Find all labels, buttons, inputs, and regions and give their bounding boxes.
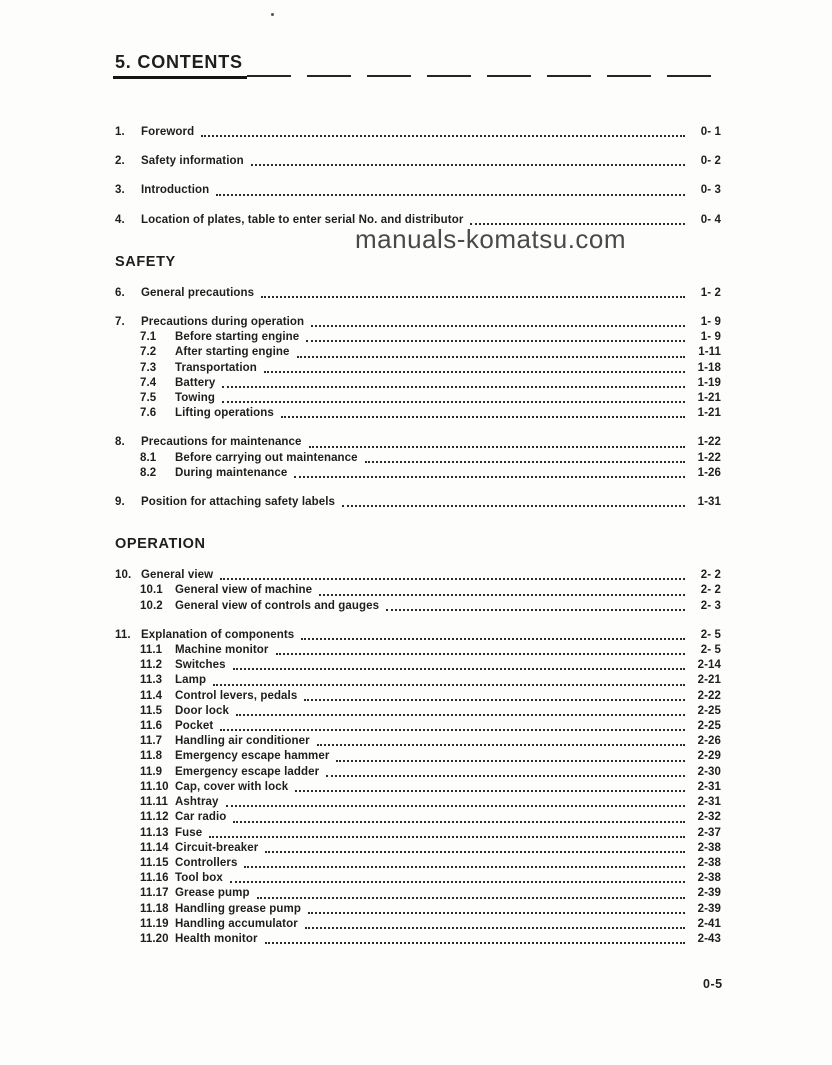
entry-number: 7.3 [140, 361, 157, 374]
toc-subentry [115, 673, 721, 688]
entry-label: Before carrying out maintenance [175, 451, 358, 464]
toc-subentry [115, 917, 721, 932]
entry-page-number: 1-22 [697, 436, 721, 449]
entry-page-number: 2-26 [697, 735, 721, 748]
toc-subentry [115, 856, 721, 871]
toc-subentry [115, 583, 721, 598]
dot-leader [257, 897, 685, 899]
entry-page-number: 2-25 [697, 720, 721, 733]
toc-subentry [115, 391, 721, 406]
dot-leader [265, 851, 685, 853]
entry-label: Position for attaching safety labels [141, 496, 336, 509]
entry-page-number: 2-39 [697, 902, 721, 915]
entry-page-number: 1- 2 [700, 286, 721, 299]
dot-leader [365, 461, 685, 463]
entry-label: Control levers, pedals [175, 689, 298, 702]
scan-artifact-dot [271, 13, 274, 16]
toc-subentry [115, 749, 721, 764]
entry-label: Safety information [141, 155, 244, 168]
dot-leader [305, 927, 685, 929]
toc-subentry [115, 406, 721, 421]
entry-page-number: 2- 5 [700, 628, 721, 641]
entry-page-number: 2-43 [697, 932, 721, 945]
dot-leader [294, 476, 685, 478]
toc-subentry [115, 841, 721, 856]
toc-entry [115, 183, 721, 198]
entry-label: Transportation [175, 361, 257, 374]
toc-entry [115, 435, 721, 450]
entry-label: Ashtray [175, 796, 219, 809]
entry-number: 11.19 [140, 917, 169, 930]
entry-label: Foreword [141, 126, 195, 138]
entry-page-number: 2-38 [697, 872, 721, 885]
entry-label: Pocket [175, 720, 214, 733]
entry-number: 11.3 [140, 674, 163, 687]
toc-subentry [115, 902, 721, 917]
toc-subentry [115, 765, 721, 780]
entry-page-number: 2-30 [697, 765, 721, 778]
entry-page-number: 1-19 [697, 376, 721, 389]
toc-subentry [115, 376, 721, 391]
entry-page-number: 1-21 [697, 392, 721, 405]
entry-label: Lamp [175, 674, 207, 687]
toc-subentry [115, 451, 721, 466]
entry-page-number: 1-22 [697, 451, 721, 464]
entry-label: Location of plates, table to enter serial No. and distributor [141, 213, 464, 226]
watermark-text: manuals-komatsu.com [355, 224, 627, 254]
entry-label: General view of controls and gauges [175, 599, 380, 612]
entry-number: 11. [115, 628, 131, 641]
toc-subentry [115, 466, 721, 481]
entry-page-number: 2-22 [697, 689, 721, 702]
toc-entry [115, 125, 721, 140]
entry-label: Grease pump [175, 887, 250, 900]
entry-number: 8.1 [140, 451, 157, 464]
entry-label: Circuit-breaker [175, 841, 259, 854]
entry-number: 7.4 [140, 376, 157, 389]
entry-page-number: 0- 1 [700, 126, 721, 138]
entry-number: 7. [115, 316, 125, 329]
entry-page-number: 2-39 [697, 887, 721, 900]
entry-label: Battery [175, 376, 216, 389]
contents-title-row [113, 52, 715, 79]
entry-label: Towing [175, 392, 215, 405]
dot-leader [230, 881, 685, 883]
entry-label: During maintenance [175, 466, 288, 479]
dot-leader [276, 653, 685, 655]
dot-leader [301, 638, 685, 640]
entry-page-number: 2- 5 [700, 644, 721, 657]
entry-page-number: 2-31 [697, 780, 721, 793]
entry-page-number: 1-26 [697, 466, 721, 479]
entry-number: 11.5 [140, 704, 163, 717]
dot-leader [295, 790, 685, 792]
entry-label: Tool box [175, 872, 223, 885]
toc-subentry [115, 599, 721, 614]
entry-page-number: 1- 9 [700, 331, 721, 344]
dot-leader [233, 821, 685, 823]
dot-leader [308, 912, 685, 914]
entry-label: Switches [175, 659, 226, 672]
entry-label: Machine monitor [175, 644, 269, 657]
toc-subentry [115, 932, 721, 947]
entry-number: 10. [115, 569, 132, 582]
toc-subentry [115, 689, 721, 704]
entry-number: 11.20 [140, 932, 169, 945]
entry-number: 7.5 [140, 392, 157, 405]
toc-entry [115, 315, 721, 330]
entry-page-number: 1-18 [697, 361, 721, 374]
entry-page-number: 0- 4 [700, 213, 721, 226]
dot-leader [265, 942, 685, 944]
entry-page-number: 2-32 [697, 811, 721, 824]
entry-label: Fuse [175, 826, 203, 839]
entry-label: Handling grease pump [175, 902, 301, 915]
entry-label: After starting engine [175, 346, 290, 359]
entry-number: 11.15 [140, 856, 169, 869]
dot-leader [201, 135, 685, 137]
title-underline-rule [247, 75, 715, 77]
toc-subentry [115, 345, 721, 360]
entry-label: Lifting operations [175, 407, 274, 420]
entry-page-number: 0- 2 [700, 155, 721, 168]
footer-page-number: 0-5 [703, 977, 723, 991]
entry-number: 11.4 [140, 689, 163, 702]
entry-page-number: 0- 3 [700, 184, 721, 197]
entry-label: Precautions during operation [141, 316, 305, 329]
toc-subentry [115, 871, 721, 886]
entry-number: 11.16 [140, 872, 169, 885]
entry-number: 11.13 [140, 826, 169, 839]
entry-number: 9. [115, 496, 125, 509]
section-header: SAFETY [115, 253, 176, 270]
dot-leader [216, 194, 685, 196]
entry-label: Door lock [175, 704, 229, 717]
entry-page-number: 2- 2 [700, 584, 721, 597]
entry-number: 11.17 [140, 887, 169, 900]
entry-page-number: 1-31 [697, 496, 721, 509]
entry-label: General view of machine [175, 584, 313, 597]
toc-subentry [115, 719, 721, 734]
dot-leader [244, 866, 685, 868]
entry-page-number: 2-37 [697, 826, 721, 839]
entry-number: 7.1 [140, 331, 157, 344]
entry-page-number: 1-21 [697, 407, 721, 420]
entry-page-number: 2-38 [697, 856, 721, 869]
dot-leader [311, 325, 685, 327]
entry-page-number: 2-38 [697, 841, 721, 854]
entry-number: 7.6 [140, 407, 157, 420]
dot-leader [220, 729, 685, 731]
entry-number: 3. [115, 184, 125, 197]
toc-subentry [115, 795, 721, 810]
entry-number: 11.11 [140, 796, 169, 809]
dot-leader [317, 744, 685, 746]
entry-page-number: 2- 3 [700, 599, 721, 612]
entry-label: Controllers [175, 856, 238, 869]
toc-subentry [115, 810, 721, 825]
toc-entry [115, 568, 721, 583]
entry-number: 2. [115, 155, 125, 168]
dot-leader [297, 356, 685, 358]
toc-subentry [115, 658, 721, 673]
entry-label: Before starting engine [175, 331, 300, 344]
entry-number: 7.2 [140, 346, 157, 359]
dot-leader [209, 836, 685, 838]
entry-number: 8.2 [140, 466, 157, 479]
dot-leader [213, 684, 685, 686]
entry-number: 11.7 [140, 735, 163, 748]
toc-entry [115, 628, 721, 643]
entry-label: Handling air conditioner [175, 735, 310, 748]
entry-page-number: 2-41 [697, 917, 721, 930]
entry-page-number: 2-29 [697, 750, 721, 763]
toc-subentry [115, 704, 721, 719]
dot-leader [226, 805, 685, 807]
toc-subentry [115, 643, 721, 658]
entry-number: 11.1 [140, 644, 163, 657]
dot-leader [386, 609, 685, 611]
entry-label: Car radio [175, 811, 227, 824]
dot-leader [222, 401, 685, 403]
dot-leader [309, 446, 685, 448]
dot-leader [306, 340, 685, 342]
dot-leader [236, 714, 685, 716]
entry-label: General precautions [141, 286, 255, 299]
entry-number: 4. [115, 213, 125, 226]
dot-leader [319, 594, 685, 596]
entry-number: 11.9 [140, 765, 163, 778]
entry-page-number: 2-21 [697, 674, 721, 687]
dot-leader [342, 505, 685, 507]
entry-number: 11.12 [140, 811, 169, 824]
toc-subentry [115, 361, 721, 376]
dot-leader [281, 416, 685, 418]
entry-number: 1. [115, 126, 125, 138]
entry-page-number: 2-31 [697, 796, 721, 809]
dot-leader [264, 371, 685, 373]
entry-page-number: 1- 9 [700, 316, 721, 329]
dot-leader [326, 775, 685, 777]
dot-leader [261, 296, 685, 298]
entry-label: Cap, cover with lock [175, 780, 289, 793]
entry-label: General view [141, 569, 214, 582]
entry-number: 10.1 [140, 584, 163, 597]
toc-entry [115, 495, 721, 510]
dot-leader [220, 578, 685, 580]
entry-label: Explanation of components [141, 628, 295, 641]
entry-label: Introduction [141, 184, 210, 197]
entry-label: Precautions for maintenance [141, 436, 302, 449]
entry-page-number: 2-25 [697, 704, 721, 717]
page-title: 5. CONTENTS [113, 52, 247, 79]
entry-label: Emergency escape hammer [175, 750, 330, 763]
entry-label: Emergency escape ladder [175, 765, 320, 778]
entry-page-number: 2- 2 [700, 569, 721, 582]
entry-number: 8. [115, 436, 125, 449]
entry-number: 11.2 [140, 659, 163, 672]
toc-subentry [115, 780, 721, 795]
toc-entry [115, 154, 721, 169]
toc-entry [115, 286, 721, 301]
entry-number: 11.18 [140, 902, 169, 915]
section-header: OPERATION [115, 536, 206, 553]
toc-subentry [115, 886, 721, 901]
dot-leader [336, 760, 685, 762]
entry-page-number: 1-11 [698, 346, 721, 359]
entry-number: 11.6 [140, 720, 163, 733]
dot-leader [251, 164, 685, 166]
entry-label: Handling accumulator [175, 917, 298, 930]
toc-subentry [115, 826, 721, 841]
dot-leader [304, 699, 685, 701]
entry-number: 6. [115, 286, 125, 299]
dot-leader [233, 668, 685, 670]
entry-number: 10.2 [140, 599, 163, 612]
dot-leader [222, 386, 685, 388]
entry-number: 11.8 [140, 750, 163, 763]
toc-subentry [115, 734, 721, 749]
entry-number: 11.10 [140, 780, 169, 793]
entry-page-number: 2-14 [697, 659, 721, 672]
entry-label: Health monitor [175, 932, 258, 945]
toc-subentry [115, 330, 721, 345]
entry-number: 11.14 [140, 841, 169, 854]
